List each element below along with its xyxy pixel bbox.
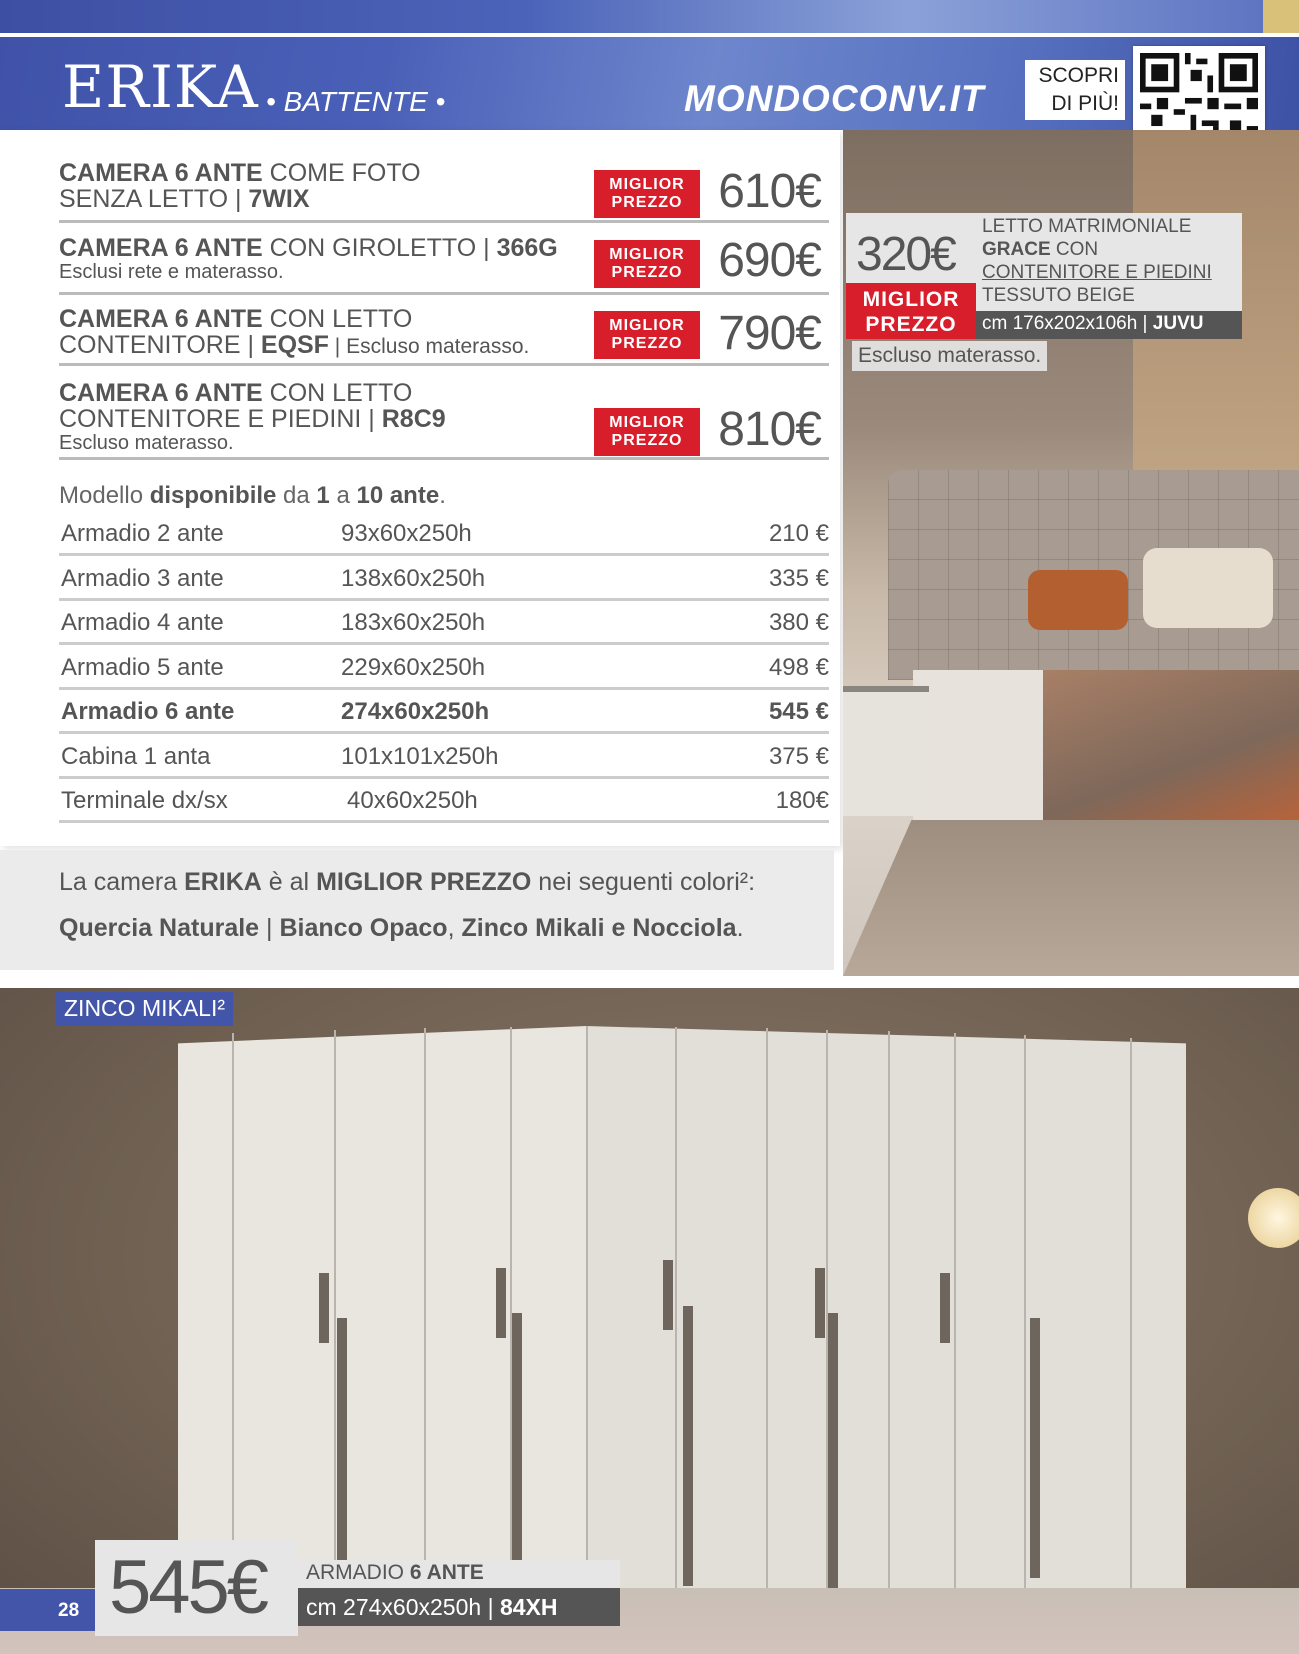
brand-title: ERIKA (62, 53, 259, 121)
wardrobe-handle (683, 1306, 693, 1586)
wardrobe-handle (815, 1268, 825, 1338)
door-seam (424, 1028, 426, 1598)
wardrobe-row-highlight (59, 690, 829, 734)
header-gold-accent (1263, 0, 1299, 33)
colors-list: Quercia Naturale | Bianco Opaco, Zinco Mikali e Nocciola. (59, 914, 744, 942)
door-seam (888, 1031, 890, 1597)
wardrobe-price: 375 € (768, 743, 829, 770)
door-seam (1024, 1035, 1026, 1593)
best-price-badge: MIGLIOR PREZZO (594, 240, 700, 288)
wardrobe-feature-dims: cm 274x60x250h | 84XH (298, 1588, 620, 1626)
wardrobe-dims: 229x60x250h (341, 654, 486, 681)
badge-line: MIGLIOR (862, 288, 960, 311)
bed-desc-line: LETTO MATRIMONIALE (982, 216, 1192, 237)
best-price-badge: MIGLIOR PREZZO (594, 408, 700, 456)
wardrobe-dims: 40x60x250h (347, 787, 478, 814)
wardrobe-price-tag: 545€ (95, 1540, 298, 1636)
wardrobe-name: Armadio 5 ante (61, 654, 224, 681)
room-offer-1 (59, 160, 829, 223)
wardrobe-left-section (178, 1026, 586, 1606)
wardrobe-row (59, 646, 829, 690)
wardrobe-name: Armadio 6 ante (61, 698, 235, 725)
wardrobe-name: Armadio 3 ante (61, 565, 224, 592)
wardrobe-name: Cabina 1 anta (61, 743, 211, 770)
room-offer-2 (59, 235, 829, 295)
room-offer-title: CAMERA 6 ANTE CON LETTO (59, 379, 413, 407)
scopri-line2: DI PIÙ! (1051, 92, 1119, 115)
door-seam (1130, 1038, 1132, 1590)
bed-price: 320€ (846, 213, 976, 295)
header-divider (0, 33, 1299, 37)
wardrobe-price: 335 € (768, 565, 829, 592)
room-offer-3 (59, 306, 829, 366)
room-offer-note: Esclusi rete e materasso. (59, 261, 284, 283)
wardrobe-name: Terminale dx/sx (61, 787, 228, 814)
wardrobe-price: 545 € (768, 698, 829, 725)
page-number: 28 (0, 1589, 95, 1631)
wardrobe-name: Armadio 2 ante (61, 520, 224, 547)
availability-note: Modello disponibile da 1 a 10 ante. (59, 482, 446, 509)
room-offer-subtitle: CONTENITORE | EQSF | Escluso materasso. (59, 331, 530, 359)
wardrobe-dims: 93x60x250h (341, 520, 472, 547)
wardrobe-row (59, 557, 829, 601)
wardrobe-handle (828, 1313, 838, 1588)
colors-intro: La camera ERIKA è al MIGLIOR PREZZO nei seguenti colori²: (59, 868, 756, 896)
door-seam (586, 1026, 588, 1606)
wardrobe-row (59, 779, 829, 823)
door-seam (232, 1033, 234, 1593)
website-link[interactable]: MONDOCONV.IT (684, 78, 985, 119)
door-seam (954, 1033, 956, 1595)
room-offer-price: 790€ (718, 307, 821, 360)
bed-throw (1043, 670, 1299, 820)
door-seam (675, 1027, 677, 1603)
bed-desc-line: CONTENITORE E PIEDINI (982, 262, 1212, 283)
wardrobe-handle (512, 1313, 522, 1593)
rug (843, 820, 1299, 976)
scopri-label (1025, 60, 1125, 120)
wardrobe-handle (1030, 1318, 1040, 1578)
wardrobe-handle (940, 1273, 950, 1343)
bed-description (976, 213, 1242, 311)
door-seam (334, 1030, 336, 1596)
best-price-badge: MIGLIOR PREZZO (594, 311, 700, 359)
room-offer-price: 690€ (718, 234, 821, 287)
wardrobe-row (59, 512, 829, 556)
room-offer-title: CAMERA 6 ANTE COME FOTO (59, 159, 421, 187)
room-offer-price: 810€ (718, 403, 821, 456)
wardrobe-handle (337, 1318, 347, 1598)
room-offer-subtitle: SENZA LETTO | 7WIX (59, 185, 310, 213)
wardrobe-handle (496, 1268, 506, 1338)
wardrobe-price: 380 € (768, 609, 829, 636)
scopri-line1: SCOPRI (1038, 64, 1119, 87)
wardrobe-feature-title: ARMADIO 6 ANTE (298, 1560, 620, 1588)
badge-line: PREZZO (865, 313, 957, 336)
bed-note: Escluso materasso. (852, 341, 1047, 371)
wardrobe-price: 498 € (768, 654, 829, 681)
best-price-badge: MIGLIOR PREZZO (594, 170, 700, 218)
colors-panel (0, 850, 834, 970)
room-offer-4 (59, 380, 829, 460)
brand-subtitle: • BATTENTE • (266, 86, 446, 117)
bed-pillow (1143, 548, 1273, 628)
header-top-band (0, 0, 1299, 33)
room-offer-title: CAMERA 6 ANTE CON LETTO (59, 305, 413, 333)
room-offer-price: 610€ (718, 165, 821, 218)
room-offer-note: Escluso materasso. (59, 432, 234, 454)
color-label: ZINCO MIKALI² (56, 992, 233, 1026)
wardrobe-price: 180€ (775, 787, 829, 814)
wardrobe-handle (319, 1273, 329, 1343)
wardrobe-dims: 101x101x250h (341, 743, 499, 770)
best-price-badge (846, 283, 976, 339)
bed-desc-line: TESSUTO BEIGE (982, 285, 1135, 306)
bed-pillow (1028, 570, 1128, 630)
wardrobe-price: 210 € (768, 520, 829, 547)
wardrobe-dims: 274x60x250h (341, 698, 490, 725)
bed-desc-line: GRACE CON (982, 239, 1099, 260)
wardrobe-name: Armadio 4 ante (61, 609, 224, 636)
room-offer-title: CAMERA 6 ANTE CON GIROLETTO | 366G (59, 234, 558, 262)
wardrobe-row (59, 735, 829, 779)
wardrobe-dims: 183x60x250h (341, 609, 486, 636)
wardrobe-handle (663, 1260, 673, 1330)
door-seam (766, 1028, 768, 1602)
bed-dimensions: cm 176x202x106h | JUVU (976, 311, 1242, 339)
bed-offer (846, 213, 1242, 339)
wardrobe-dims: 138x60x250h (341, 565, 486, 592)
nightstand (843, 686, 929, 816)
floor-lamp (1248, 1188, 1299, 1248)
wardrobe-row (59, 601, 829, 645)
room-offer-subtitle: CONTENITORE E PIEDINI | R8C9 (59, 405, 446, 433)
